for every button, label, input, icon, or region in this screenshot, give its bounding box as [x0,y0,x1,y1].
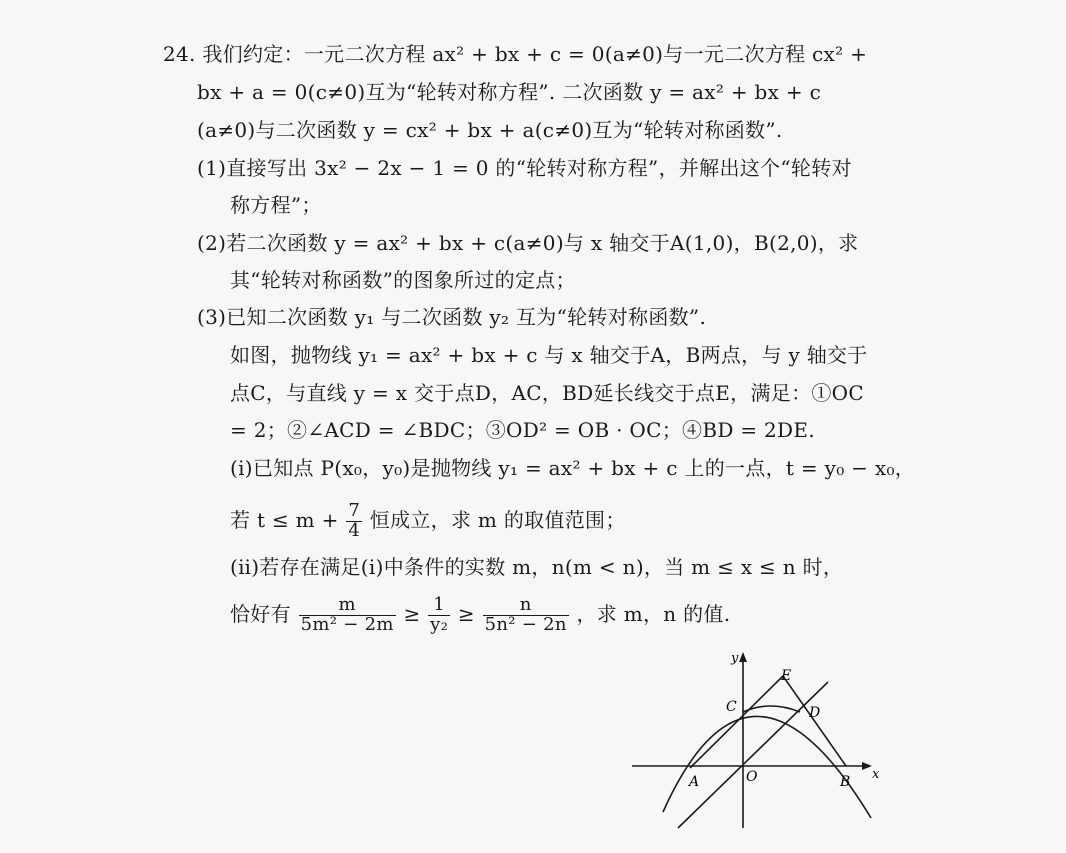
part2-line-1: (2)若二次函数 y = ax² + bx + c(a≠0)与 x 轴交于A(1,0)，B(2,0)，求 [197,231,859,255]
point-c-label: C [726,699,737,715]
fraction-one-denominator: y₂ [430,614,449,635]
line-be [783,676,846,766]
fraction-n [483,596,569,635]
fraction-m-numerator: m [299,596,396,616]
fraction-one-numerator: 1 [428,596,450,616]
part3i-condition [230,498,626,542]
part2-line-2: 其“轮转对称函数”的图象所过的定点； [230,268,576,292]
fraction-n-numerator: n [483,596,569,616]
point-e-label: E [781,668,792,684]
part1-line-1: (1)直接写出 3x² − 2x − 1 = 0 的“轮转对称方程”，并解出这个“轮转对 [197,156,852,180]
origin-label: O [746,769,758,785]
relation-geq-2: ≥ [457,602,475,626]
part3-line-3: 点C，与直线 y = x 交于点D，AC，BD延长线交于点E，满足：①OC [230,381,864,405]
parabola-curve [663,716,871,818]
point-a-label: A [689,774,700,790]
point-d-label: D [809,705,821,721]
x-axis-arrow [862,762,872,770]
relation-geq-1: ≥ [403,602,421,626]
fraction-one-over-y2 [428,596,450,635]
x-axis-label: x [872,767,880,782]
fraction-n-denominator: 5n² − 2n [484,614,567,635]
part3-line-2: 如图，抛物线 y₁ = ax² + bx + c 与 x 轴交于A，B两点，与 y 轴交于 [230,343,868,367]
fraction-m-denominator: 5m² − 2m [300,614,394,635]
part3i-cond-suffix: 恒成立，求 m 的取值范围； [369,508,626,532]
part3i-line-1: (ⅰ)已知点 P(x₀，y₀)是抛物线 y₁ = ax² + bx + c 上的一点，t = y₀ − x₀， [230,456,916,480]
problem-line-2: bx + a = 0(c≠0)互为“轮转对称方程”. 二次函数 y = ax² + bx + c [197,80,822,104]
part3-line-4: = 2；②∠ACD = ∠BDC；③OD² = OB · OC；④BD = 2DE. [230,418,815,442]
line-ae [690,676,783,768]
fraction-seven-fourths [346,502,362,541]
problem-line-1: 24. 我们约定：一元二次方程 ax² + bx + c = 0(a≠0)与一元二次方程 cx² + [163,42,868,66]
part1-line-2: 称方程”； [230,193,322,217]
part3i-cond-prefix: 若 t ≤ m + [230,508,339,532]
part3ii-cond-prefix: 恰好有 [230,602,291,626]
y-axis-label: y [731,651,739,666]
fraction-denominator: 4 [348,520,361,541]
fraction-m [299,596,396,635]
problem-line-3: (a≠0)与二次函数 y = cx² + bx + a(c≠0)互为“轮转对称函数”. [197,118,783,142]
point-b-label: B [840,774,851,790]
fraction-numerator: 7 [348,500,361,522]
part3ii-cond-suffix: ，求 m，n 的值. [576,602,731,626]
part3ii-line-1: (ⅱ)若存在满足(ⅰ)中条件的实数 m，n(m < n)，当 m ≤ x ≤ n 时， [230,555,844,579]
y-axis-arrow [739,652,747,662]
part3ii-condition [230,592,730,636]
part3-line-1: (3)已知二次函数 y₁ 与二次函数 y₂ 互为“轮转对称函数”. [197,305,707,329]
parabola-figure [620,640,900,840]
line-y-equals-x [678,682,828,828]
